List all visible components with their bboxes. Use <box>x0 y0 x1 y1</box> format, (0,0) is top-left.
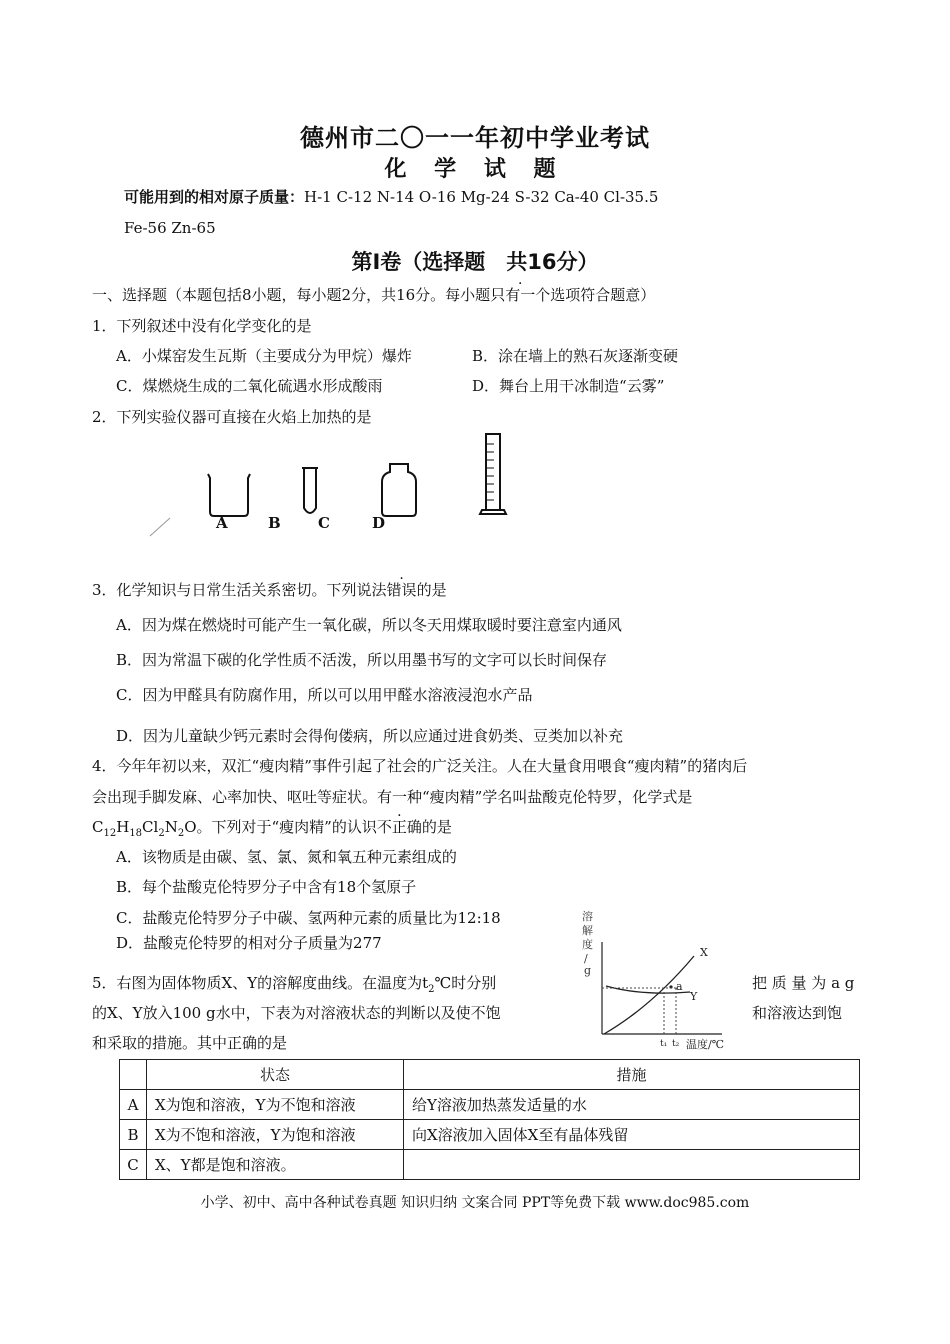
q4-line3 <box>92 817 452 844</box>
curve-x <box>604 956 694 1034</box>
q1-stem: 1．下列叙述中没有化学变化的是 <box>92 317 312 335</box>
t1-label: t₁ <box>660 1039 668 1049</box>
table-cell: C <box>120 1150 147 1180</box>
table-cell: A <box>120 1090 147 1120</box>
q2-stem: 2．下列实验仪器可直接在火焰上加热的是 <box>92 408 372 426</box>
atomic-masses-label: 可能用到的相对原子质量： <box>124 188 305 206</box>
q1-option-c: C．煤燃烧生成的二氧化硫遇水形成酸雨 <box>116 377 383 395</box>
q3-stem <box>92 580 447 600</box>
atomic-masses-line2: Fe-56 Zn-65 <box>124 219 216 237</box>
graph-ylabel-2: 度 <box>582 938 593 951</box>
q2-label-a: A <box>216 514 228 532</box>
atomic-masses-values: H-1 C-12 N-14 O-16 Mg-24 S-32 Ca-40 Cl-35.5 <box>304 188 659 206</box>
reagent-bottle-icon <box>382 464 416 516</box>
chemical-formula: $C_{12}H_{18}Cl_2N_2O$ <box>92 818 197 839</box>
q1-option-a: A．小煤窑发生瓦斯（主要成分为甲烷）爆炸 <box>116 347 412 365</box>
q2-label-b: B <box>268 514 281 532</box>
table-cell: 给Y溶液加热蒸发适量的水 <box>404 1090 860 1120</box>
section-intro <box>92 285 655 305</box>
graph-ylabel-3: / <box>584 952 588 965</box>
q3-option-a: A．因为煤在燃烧时可能产生一氧化碳，所以冬天用煤取暖时要注意室内通风 <box>116 616 622 634</box>
q3-stem-a: 3．化学知识与日常生活关系密切。下列说法 <box>92 581 387 599</box>
q3-option-d: D．因为儿童缺少钙元素时会得佝偻病，所以应通过进食奶类、豆类加以补充 <box>116 727 624 745</box>
q4-line3-c: 的是 <box>421 818 452 836</box>
q2-label-c: C <box>318 514 330 532</box>
atomic-masses-line1 <box>124 186 658 207</box>
q3-stem-b: 的是 <box>416 581 447 599</box>
section-intro-b: 选项符合题意） <box>550 286 656 304</box>
q5-line1-sub: 2 <box>428 984 435 995</box>
curve-y-label: Y <box>690 990 698 1003</box>
q5-line1 <box>92 973 496 1000</box>
curve-x-label: X <box>700 946 708 959</box>
graph-ylabel-1: 解 <box>582 924 593 937</box>
table-header-cell: 状态 <box>147 1060 404 1090</box>
q4-line2: 会出现手脚发麻、心率加快、呕吐等症状。有一种“瘦肉精”学名叫盐酸克伦特罗，化学式是 <box>92 788 693 806</box>
point-a-label: a <box>676 980 683 993</box>
table-header-row <box>120 1060 860 1090</box>
exam-subtitle: 化 学 试 题 <box>384 157 566 182</box>
graph-ylabel-4: g <box>584 964 592 977</box>
section-intro-emphasis: 只有一个 <box>490 286 551 304</box>
q2-label-d: D <box>372 514 386 532</box>
q5-line1-b: ℃时分别 <box>434 974 497 992</box>
beaker-icon <box>208 474 250 516</box>
table-header-cell <box>120 1060 147 1090</box>
graduated-cylinder-icon <box>480 434 506 514</box>
table-cell <box>404 1150 860 1180</box>
table-row <box>120 1090 860 1120</box>
t2-label: t₂ <box>672 1039 680 1049</box>
table-row <box>120 1120 860 1150</box>
q5-line1-right: 把 质 量 为 a g <box>752 974 855 992</box>
q5-line3: 和采取的措施。其中正确的是 <box>92 1034 288 1052</box>
q1-option-d: D．舞台上用干冰制造“云雾” <box>472 377 665 395</box>
q3-option-c: C．因为甲醛具有防腐作用，所以可以用甲醛水溶液浸泡水产品 <box>116 686 533 704</box>
q4-option-c: C．盐酸克伦特罗分子中碳、氢两种元素的质量比为12:18 <box>116 909 501 927</box>
table-cell: X为不饱和溶液，Y为饱和溶液 <box>147 1120 404 1150</box>
q5-line2-right: 和溶液达到饱 <box>752 1004 843 1022</box>
stray-line <box>150 518 170 536</box>
test-tube-icon <box>302 468 318 513</box>
solubility-curve-graph <box>572 906 740 1056</box>
graph-xlabel: 温度/℃ <box>686 1038 725 1051</box>
table-row <box>120 1150 860 1180</box>
q4-line3-emphasis: 不正确 <box>376 818 422 836</box>
q4-line3-b: 。下列对于“瘦肉精”的认识 <box>196 818 377 836</box>
table-cell: X为饱和溶液，Y为不饱和溶液 <box>147 1090 404 1120</box>
q3-stem-emphasis: 错误 <box>386 581 417 599</box>
q4-option-a: A．该物质是由碳、氢、氯、氮和氧五种元素组成的 <box>116 848 457 866</box>
q5-line1-a: 5．右图为固体物质X、Y的溶解度曲线。在温度为t <box>92 974 429 992</box>
lab-apparatus-figure <box>140 430 540 540</box>
q4-option-d: D．盐酸克伦特罗的相对分子质量为277 <box>116 934 382 952</box>
graph-ylabel-0: 溶 <box>582 910 593 923</box>
volume-heading: 第Ⅰ卷（选择题 共16分） <box>351 250 599 274</box>
q1-option-b: B．涂在墙上的熟石灰逐渐变硬 <box>472 347 679 365</box>
q5-line2: 的X、Y放入100 g水中，下表为对溶液状态的判断以及使不饱 <box>92 1004 501 1022</box>
q4-option-b: B．每个盐酸克伦特罗分子中含有18个氢原子 <box>116 878 417 896</box>
table-cell: X、Y都是饱和溶液。 <box>147 1150 404 1180</box>
section-intro-a: 一、选择题（本题包括8小题，每小题2分，共16分。每小题 <box>92 286 491 304</box>
q4-line1: 4．今年年初以来，双汇“瘦肉精”事件引起了社会的广泛关注。人在大量食用喂食“瘦肉精”的猪肉后 <box>92 757 748 775</box>
exam-title: 德州市二〇一一年初中学业考试 <box>300 124 650 152</box>
table-cell: 向X溶液加入固体X至有晶体残留 <box>404 1120 860 1150</box>
table-header-cell: 措施 <box>404 1060 860 1090</box>
page-footer: 小学、初中、高中各种试卷真题 知识归纳 文案合同 PPT等免费下载 www.doc985.com <box>200 1195 750 1211</box>
answer-table <box>119 1059 860 1180</box>
q3-option-b: B．因为常温下碳的化学性质不活泼，所以用墨书写的文字可以长时间保存 <box>116 651 608 669</box>
table-cell: B <box>120 1120 147 1150</box>
